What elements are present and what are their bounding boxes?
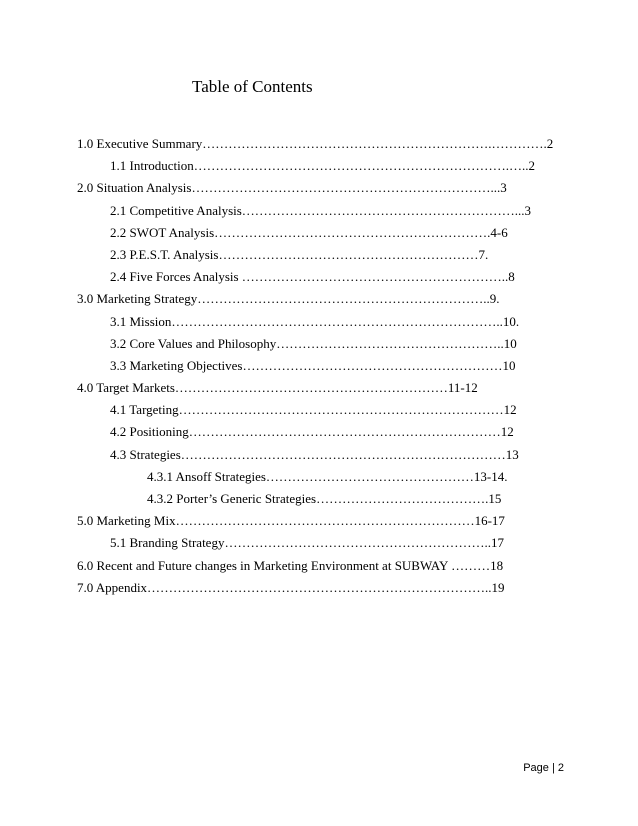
toc-entry: 4.1 Targeting…………………………………………………………………12 (110, 402, 517, 418)
toc-entry: 7.0 Appendix……………………………………………………………………..19 (77, 579, 505, 595)
toc-entry: 2.2 SWOT Analysis……………………………………………………….4-6 (110, 224, 508, 240)
toc-entry: 4.2 Positioning………………………………………………………………12 (110, 424, 514, 440)
toc-entry: 5.0 Marketing Mix……………………………………………………………16-17 (77, 513, 505, 529)
toc-entry: 4.3.1 Ansoff Strategies…………………………………………13-14. (147, 468, 508, 484)
toc-entry: 1.0 Executive Summary………………………………………………………….………….2 (77, 136, 554, 151)
toc-entry: 6.0 Recent and Future changes in Marketing Environment at SUBWAY ………18 (77, 557, 504, 573)
toc-entry: 3.3 Marketing Objectives……………………………………………………10 (110, 357, 516, 373)
toc-title: Table of Contents (192, 77, 313, 96)
toc-entry: 2.4 Five Forces Analysis ……………………………………………………..8 (110, 269, 515, 285)
toc-entry: 3.2 Core Values and Philosophy……………………………………………..10 (110, 335, 517, 351)
toc-entry: 3.1 Mission…………………………………………………………………..10. (110, 313, 520, 329)
toc-entry: 4.3 Strategies…………………………………………………………………13 (110, 446, 519, 462)
toc-entry: 2.0 Situation Analysis……………………………………………………………...3 (77, 180, 507, 196)
toc-list (77, 133, 577, 599)
page-number: Page | 2 (523, 762, 564, 774)
toc-entry: 4.3.2 Porter’s Generic Strategies………………………………….15 (147, 491, 502, 506)
toc-entry: 1.1 Introduction……………………………………………………………….…..2 (110, 158, 536, 174)
toc-entry: 3.0 Marketing Strategy…………………………………………………………..9. (77, 291, 500, 307)
toc-entry: 2.3 P.E.S.T. Analysis……………………………………………………7. (110, 246, 489, 262)
toc-entry: 5.1 Branding Strategy……………………………………………………..17 (110, 535, 504, 551)
toc-entry: 2.1 Competitive Analysis………………………………………………………...3 (110, 202, 532, 218)
toc-entry: 4.0 Target Markets………………………………………………………11-12 (77, 380, 478, 396)
